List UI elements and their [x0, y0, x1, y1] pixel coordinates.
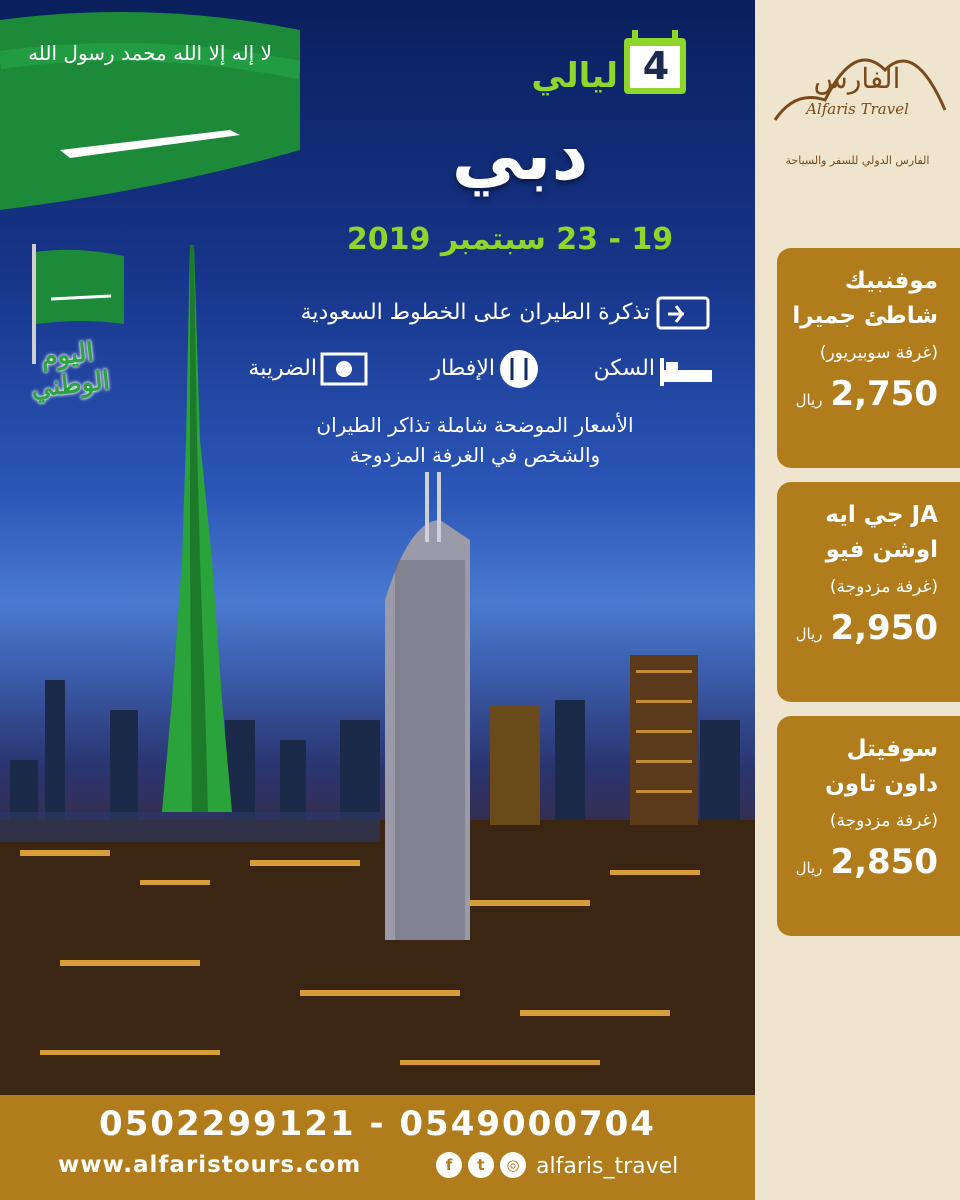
saudi-flag-small — [26, 244, 126, 574]
phone-numbers[interactable]: 0502299121 - 0549000704 — [99, 1104, 656, 1144]
price-note-line1: الأسعار الموضحة شاملة تذاكر الطيران — [316, 413, 634, 437]
price-note — [280, 410, 670, 470]
divider — [777, 470, 960, 472]
divider — [777, 704, 960, 706]
hotel-card-movenpick — [777, 248, 960, 468]
twitter-icon[interactable]: t — [468, 1152, 494, 1178]
feature-tax: الضريبة — [248, 356, 317, 381]
hotel-room-type: (غرفة سوبيريور) — [819, 343, 938, 363]
hotel-card-sofitel-downtown — [777, 716, 960, 936]
price-note-line2: والشخص في الغرفة المزدوجة — [349, 443, 601, 467]
hotel-name-line2: شاطئ جميرا — [792, 303, 938, 329]
flag-shahada-text: لا إله إلا الله محمد رسول الله — [28, 41, 272, 65]
instagram-icon[interactable]: ◎ — [500, 1152, 526, 1178]
hotel-price: 2,850 — [830, 842, 938, 882]
social-handle[interactable]: alfaris_travel — [536, 1154, 679, 1179]
website-link[interactable]: www.alfaristours.com — [58, 1152, 362, 1178]
nights-label: ليالي — [531, 56, 618, 96]
feature-accommodation: السكن — [593, 356, 655, 381]
hotel-card-ja-ocean-view — [777, 482, 960, 702]
hotel-name-line2: داون تاون — [825, 771, 938, 797]
destination-city: دبي — [451, 112, 589, 196]
hotel-price: 2,950 — [830, 608, 938, 648]
hotel-name-line2: اوشن فيو — [825, 537, 938, 563]
facebook-icon[interactable]: f — [436, 1152, 462, 1178]
brand-name-en: Alfaris Travel — [806, 100, 909, 118]
feature-flight: تذكرة الطيران على الخطوط السعودية — [300, 300, 650, 325]
breakfast-icon — [498, 348, 540, 390]
national-day-calligraphy: اليوم الوطني — [29, 337, 112, 404]
trip-dates: 19 - 23 سبتمبر 2019 — [346, 222, 674, 257]
hotel-room-type: (غرفة مزدوجة) — [829, 811, 938, 831]
bed-icon — [658, 352, 716, 388]
hotel-name-line1: سوفيتل — [846, 736, 938, 762]
feature-breakfast: الإفطار — [430, 356, 495, 381]
hotel-name-line1: موفنبيك — [844, 268, 938, 294]
hotel-room-type: (غرفة مزدوجة) — [829, 577, 938, 597]
hotel-price: 2,750 — [830, 374, 938, 414]
saudi-flag-banner — [0, 0, 300, 210]
money-icon — [320, 350, 368, 388]
hotel-currency: ريال — [795, 625, 823, 643]
brand-name-ar: الفارس الدولي للسفر والسياحة — [785, 154, 930, 167]
hotel-currency: ريال — [795, 859, 823, 877]
flight-ticket-icon — [656, 292, 712, 332]
nights-count: 4 — [642, 44, 670, 88]
hotel-name-line1: JA جي ايه — [825, 502, 938, 528]
hotel-currency: ريال — [795, 391, 823, 409]
logo-monogram: الفارس — [813, 62, 901, 95]
